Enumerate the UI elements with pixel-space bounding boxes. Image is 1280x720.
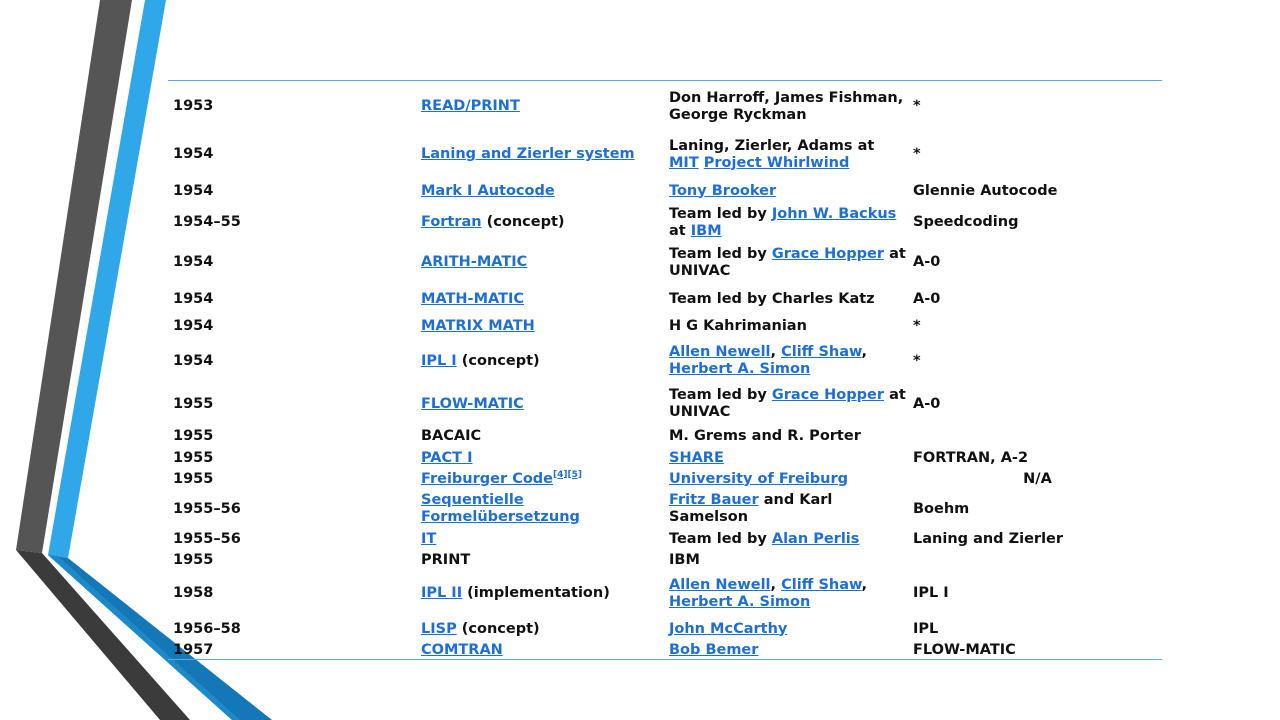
table-row bbox=[168, 81, 1162, 133]
table-row bbox=[168, 383, 1162, 426]
table-row bbox=[168, 642, 1162, 660]
year-cell: 1957 bbox=[173, 641, 214, 658]
predecessor-cell: Boehm bbox=[913, 500, 970, 517]
author-cell bbox=[664, 617, 908, 642]
text: at bbox=[669, 222, 691, 239]
link[interactable]: MIT bbox=[669, 154, 699, 171]
link[interactable]: Herbert A. Simon bbox=[669, 593, 811, 610]
text: (concept) bbox=[456, 352, 540, 369]
link[interactable]: Herbert A. Simon bbox=[669, 361, 811, 377]
text: BACAIC bbox=[421, 428, 482, 444]
year-cell: 1955–56 bbox=[173, 530, 241, 547]
author-cell bbox=[664, 490, 908, 529]
text: M. Grems and R. Porter bbox=[669, 428, 861, 444]
table-row bbox=[168, 448, 1162, 469]
text: at UNIVAC bbox=[669, 387, 906, 420]
language-cell bbox=[416, 571, 664, 617]
year-cell: 1953 bbox=[173, 98, 214, 115]
author-cell bbox=[664, 469, 908, 490]
author-cell bbox=[664, 133, 908, 177]
link[interactable]: ARITH-MATIC bbox=[421, 254, 528, 270]
text: , bbox=[861, 576, 867, 593]
language-cell bbox=[416, 529, 664, 550]
predecessor-cell: * bbox=[913, 98, 921, 115]
text: Team led by Charles Katz bbox=[669, 290, 875, 307]
year-cell: 1954 bbox=[173, 254, 214, 270]
language-cell bbox=[416, 642, 664, 660]
link[interactable]: Fortran bbox=[421, 214, 482, 230]
link[interactable]: Allen Newell bbox=[669, 576, 771, 593]
year-cell: 1954 bbox=[173, 146, 214, 162]
link[interactable]: Bob Bemer bbox=[669, 641, 759, 658]
table-body bbox=[168, 81, 1162, 660]
author-cell bbox=[664, 642, 908, 660]
link[interactable]: SHARE bbox=[669, 449, 724, 466]
year-cell: 1955 bbox=[173, 470, 214, 487]
text: Don Harroff, James Fishman, George Ryckman bbox=[669, 89, 904, 123]
author-cell bbox=[664, 448, 908, 469]
link[interactable]: Freiburger Code bbox=[421, 470, 554, 487]
table-row bbox=[168, 426, 1162, 448]
year-cell: 1955 bbox=[173, 428, 214, 444]
table-row bbox=[168, 571, 1162, 617]
year-cell: 1955 bbox=[173, 395, 214, 412]
link[interactable]: Alan Perlis bbox=[771, 530, 860, 547]
predecessor-cell: A-0 bbox=[913, 395, 941, 412]
table-row bbox=[168, 469, 1162, 490]
predecessor-cell: Glennie Autocode bbox=[913, 182, 1058, 199]
text: , bbox=[861, 344, 867, 360]
language-cell bbox=[416, 286, 664, 313]
year-cell: 1954 bbox=[173, 290, 214, 307]
link[interactable]: John McCarthy bbox=[669, 620, 788, 637]
predecessor-cell: A-0 bbox=[913, 290, 941, 307]
year-cell: 1955 bbox=[173, 551, 214, 568]
link[interactable]: Cliff Shaw bbox=[781, 344, 862, 360]
author-cell bbox=[664, 313, 908, 340]
link[interactable]: COMTRAN bbox=[421, 641, 503, 658]
table-row bbox=[168, 617, 1162, 642]
table-row bbox=[168, 177, 1162, 206]
predecessor-cell bbox=[908, 550, 1162, 571]
author-cell bbox=[664, 571, 908, 617]
text: PRINT bbox=[421, 551, 471, 568]
language-cell bbox=[416, 240, 664, 286]
language-cell bbox=[416, 133, 664, 177]
year-cell: 1954 bbox=[173, 317, 214, 334]
text: at UNIVAC bbox=[669, 245, 906, 279]
language-cell bbox=[416, 490, 664, 529]
link[interactable]: MATH-MATIC bbox=[421, 290, 525, 307]
predecessor-cell: FLOW-MATIC bbox=[913, 641, 1016, 658]
link[interactable]: LISP bbox=[421, 620, 457, 637]
link[interactable]: Fritz Bauer bbox=[669, 492, 759, 508]
table-row bbox=[168, 133, 1162, 177]
link[interactable]: READ/PRINT bbox=[421, 98, 520, 115]
author-cell bbox=[664, 340, 908, 383]
link[interactable]: FLOW-MATIC bbox=[421, 395, 524, 412]
predecessor-cell: * bbox=[913, 317, 921, 334]
text: H G Kahrimanian bbox=[669, 317, 807, 334]
superscript bbox=[553, 470, 582, 480]
language-cell bbox=[416, 426, 664, 448]
author-cell bbox=[664, 426, 908, 448]
link[interactable]: Sequentielle Formelübersetzung bbox=[421, 492, 580, 525]
author-cell bbox=[664, 81, 908, 133]
year-cell: 1955–56 bbox=[173, 500, 241, 517]
text: (concept) bbox=[481, 214, 565, 230]
link[interactable]: University of Freiburg bbox=[669, 470, 849, 487]
text: Team led by bbox=[669, 387, 772, 403]
language-cell bbox=[416, 177, 664, 206]
text: (concept) bbox=[456, 620, 540, 637]
language-history-table bbox=[168, 80, 1162, 660]
predecessor-cell: FORTRAN, A-2 bbox=[913, 449, 1029, 466]
year-cell: 1954–55 bbox=[173, 214, 241, 230]
predecessor-cell bbox=[908, 426, 1162, 448]
link[interactable]: PACT I bbox=[421, 449, 473, 466]
link[interactable]: IPL II bbox=[421, 585, 463, 601]
author-cell bbox=[664, 529, 908, 550]
table-row bbox=[168, 340, 1162, 383]
year-cell: 1958 bbox=[173, 585, 214, 601]
link[interactable]: IBM bbox=[690, 222, 722, 239]
link[interactable]: John W. Backus bbox=[771, 205, 897, 222]
language-cell bbox=[416, 550, 664, 571]
text: Team led by bbox=[669, 530, 772, 547]
year-cell: 1956–58 bbox=[173, 620, 241, 637]
link[interactable]: IPL I bbox=[421, 352, 457, 369]
table-row bbox=[168, 490, 1162, 529]
year-cell: 1954 bbox=[173, 182, 214, 199]
author-cell bbox=[664, 206, 908, 240]
text: Team led by bbox=[669, 205, 772, 222]
author-cell bbox=[664, 383, 908, 426]
citation-link[interactable]: [4][5] bbox=[553, 469, 582, 480]
table-row bbox=[168, 206, 1162, 240]
predecessor-cell: * bbox=[913, 146, 921, 162]
predecessor-cell: Speedcoding bbox=[913, 214, 1019, 230]
link[interactable]: Project Whirlwind bbox=[703, 154, 850, 171]
language-cell bbox=[416, 313, 664, 340]
predecessor-cell: Laning and Zierler bbox=[913, 530, 1064, 547]
text: (implementation) bbox=[462, 585, 610, 601]
table-row bbox=[168, 529, 1162, 550]
year-cell: 1954 bbox=[173, 352, 214, 369]
link[interactable]: Laning and Zierler system bbox=[421, 146, 635, 162]
link[interactable]: Mark I Autocode bbox=[421, 182, 555, 199]
year-cell: 1955 bbox=[173, 449, 214, 466]
text: Laning, Zierler, Adams at bbox=[669, 137, 875, 154]
author-cell bbox=[664, 286, 908, 313]
predecessor-cell: A-0 bbox=[913, 254, 941, 270]
language-cell bbox=[416, 340, 664, 383]
table-row bbox=[168, 286, 1162, 313]
text: , bbox=[770, 576, 782, 593]
link[interactable]: Allen Newell bbox=[669, 344, 771, 360]
predecessor-cell: * bbox=[913, 352, 921, 369]
author-cell bbox=[664, 550, 908, 571]
author-cell bbox=[664, 240, 908, 286]
table-row bbox=[168, 550, 1162, 571]
text: IBM bbox=[669, 551, 700, 568]
author-cell bbox=[664, 177, 908, 206]
link[interactable]: Grace Hopper bbox=[771, 387, 885, 403]
link[interactable]: Cliff Shaw bbox=[781, 576, 862, 593]
link[interactable]: MATRIX MATH bbox=[421, 317, 535, 334]
language-cell bbox=[416, 206, 664, 240]
link[interactable]: IT bbox=[421, 530, 437, 547]
table-row bbox=[168, 313, 1162, 340]
link[interactable]: Grace Hopper bbox=[771, 245, 885, 262]
language-cell bbox=[416, 617, 664, 642]
language-cell bbox=[416, 383, 664, 426]
text: , bbox=[770, 344, 782, 360]
table-row bbox=[168, 240, 1162, 286]
text: and Karl Samelson bbox=[669, 492, 833, 525]
link[interactable]: Tony Brooker bbox=[669, 182, 777, 199]
predecessor-cell: IPL bbox=[913, 620, 939, 637]
language-cell bbox=[416, 448, 664, 469]
predecessor-cell: IPL I bbox=[913, 585, 949, 601]
predecessor-cell: N/A bbox=[1023, 470, 1052, 487]
text: Team led by bbox=[669, 245, 772, 262]
language-cell bbox=[416, 81, 664, 133]
language-cell bbox=[416, 469, 664, 490]
